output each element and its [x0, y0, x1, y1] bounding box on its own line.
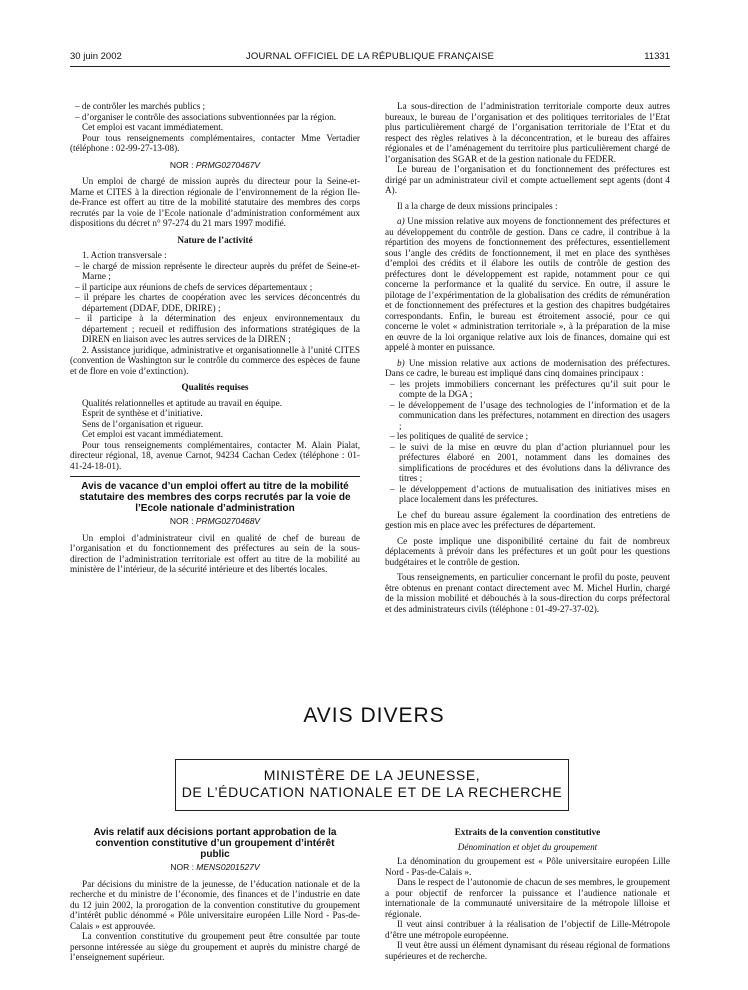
section-heading: Extraits de la convention constitutive: [454, 827, 601, 837]
paragraph: b) Une mission relative aux actions de modernisation des préfectures. Dans ce cadre, le bureau est impliqué dans cinq domaines principaux :: [385, 357, 670, 378]
nor-reference: NOR : PRMG0270468V: [169, 516, 261, 526]
notice-title: Avis de vacance d’un emploi offert au titre de la mobilité statutaire des membres des corps recrutés par la voie de l’Ecole nationale d’administration: [79, 481, 351, 514]
section-heading: Nature de l’activité: [177, 234, 253, 245]
paragraph: La dénomination du groupement est « Pôle universitaire européen Lille Nord - Pas-de-Calais ».: [385, 856, 670, 877]
paragraph: Par décisions du ministre de la jeunesse, de l’éducation nationale et de la recherche et du ministre de l’économie, des finances et de l’industrie en date du 12 juin 2002, la prorogation de la convention constitutive du groupement d’intérêt public dénommé « Pôle universitaire européen Lille Nord - Pas-de-Calais » est approuvée.: [70, 878, 360, 931]
paragraph: 1. Action transversale :: [82, 250, 167, 260]
section-heading: Qualités requises: [181, 382, 249, 392]
page-number: 11331: [644, 51, 670, 62]
paragraph: Pour tous renseignements complémentaires, contacter M. Alain Pialat, directeur régional, 18, avenue Carnot, 94234 Cachan Cedex (téléphone : 01-41-24-18-01).: [70, 439, 360, 471]
list-item: – il participe aux réunions de chefs de services départementaux ;: [75, 281, 313, 292]
list-item: – les projets immobiliers concernant les préfectures qu’il suit pour le compte de la DGA ;: [390, 378, 670, 399]
list-item: – le développement de l’usage des technologies de l’information et de la communication dans les préfectures, notamment en direction des usagers ;: [390, 399, 670, 431]
list-item: – de contrôler les marchés publics ;: [75, 101, 206, 111]
paragraph: Pour tous renseignements complémentaires, contacter Mme Vertadier (téléphone : 02-99-27-13-08).: [70, 132, 360, 153]
list-item: – le chargé de mission représente le directeur auprès du préfet de Seine-et-Marne ;: [75, 260, 360, 281]
header-rule: [70, 66, 670, 67]
paragraph: Sens de l’organisation et rigueur.: [82, 418, 204, 429]
list-item: – il prépare les chartes de coopération avec les services déconcentrés du département (DDAF, DDE, DRIRE) ;: [75, 292, 360, 313]
paragraph: Qualités relationnelles et aptitude au travail en équipe.: [82, 397, 283, 408]
paragraph: Il veut être aussi un élément dynamisant du réseau régional de formations supérieures et de recherche.: [385, 940, 670, 961]
list-item: – le développement d’actions de mutualisation des initiatives mises en place localement dans les préfectures.: [390, 483, 670, 504]
ministry-box: [175, 759, 569, 811]
notice-title: Avis relatif aux décisions portant approbation de la convention constitutive d’un groupement d’intérêt public: [93, 827, 337, 860]
issue-date: 30 juin 2002: [70, 51, 122, 62]
paragraph: La sous-direction de l’administration territoriale comporte deux autres bureaux, le bureau de l’organisation et des politiques territoriales de l’Etat plus particulièrement chargé de l’organisation territoriale de l’Etat et du respect des règles relatives à la déconcentration, et le bureau des affaires régionales et de l’aménagement du territoire plus particulièrement chargé de l’organisation des SGAR et de la gestion nationale du FEDER.: [385, 101, 670, 164]
subheading: Dénomination et objet du groupement: [457, 841, 598, 852]
column-left-bottom: [70, 827, 360, 963]
paragraph: Un emploi d’administrateur civil en qualité de chef de bureau de l’organisation et du fonctionnement des préfectures au sein de la sous-direction de l’administration territoriale est offert au titre de la mobilité au ministère de l’intérieur, de la sécurité intérieure et des libertés locales.: [70, 532, 360, 574]
paragraph: Ce poste implique une disponibilité certaine du fait de nombreux déplacements à prévoir dans les préfectures et un goût pour les questions budgétaires et le contrôle de gestion.: [385, 535, 670, 567]
nor-reference: NOR : MENS0201527V: [170, 862, 260, 872]
paragraph: Cet emploi est vacant immédiatement.: [82, 122, 224, 132]
avis-divers-heading: AVIS DIVERS: [303, 704, 445, 727]
paragraph: La convention constitutive du groupement peut être consultée par toute personne intéressée au siège du groupement et auprès du ministre chargé de l’enseignement supérieur.: [70, 931, 360, 962]
list-item: – il participe à la détermination des enjeux environnementaux du département ; recueil et rediffusion des informations stratégiques de la DIREN en liaison avec les autres services de la DIREN ;: [75, 313, 360, 344]
column-left-top: [70, 101, 360, 575]
nor-reference: NOR : PRMG0270467V: [169, 159, 261, 170]
column-right-bottom: [385, 827, 670, 961]
paragraph: Dans le respect de l’autonomie de chacun de ses membres, le groupement a pour objectif de renforcer la puissance et l’audience nationale et internationale de la communauté universitaire de la métropole lilloise et régionale.: [385, 877, 670, 919]
paragraph: 2. Assistance juridique, administrative et organisationnelle à l’unité CITES (convention de Washington sur le contrôle du commerce des espèces de faune et de flore en voie d’extinction).: [70, 344, 360, 376]
paragraph: Il veut ainsi contribuer à la réalisation de l’objectif de Lille-Métropole d’être une métropole européenne.: [385, 919, 670, 940]
paragraph: a) Une mission relative aux moyens de fonctionnement des préfectures et au développement du contrôle de gestion. Dans ce cadre, il contribue à la répartition des moyens de fonctionnement des préfectures, essentiellement sous l’angle des crédits de fonctionnement, il met en place des synthèses d’emploi des crédits et il élabore les outils de contrôle de gestion des préfectures dont le développement est rapide, notamment pour ce qui concerne la performance et la qualité du service. En outre, il assure le pilotage de l’expérimentation de la globalisation des crédits de rémunération et de fonctionnement des préfectures et la gestion des chapitres budgétaires correspondants. Enfin, le bureau est étroitement associé, pour ce qui concerne le volet « administration territoriale », à la préparation de la mise en œuvre de la loi organique relative aux lois de finances, domaine qui est appelé à monter en puissance.: [385, 216, 670, 352]
column-right-top: [385, 101, 670, 614]
ministry-line-1: MINISTÈRE DE LA JEUNESSE,: [263, 767, 481, 783]
list-item: – le suivi de la mise en œuvre du plan d’action pluriannuel pour les préfectures élaboré en 2001, notamment dans les domaines des simplifications de procédures et des évolutions dans la délivrance des titres ;: [390, 441, 670, 483]
ministry-line-2: DE L’ÉDUCATION NATIONALE ET DE LA RECHERCHE: [181, 784, 563, 800]
paragraph: Tous renseignements, en particulier concernant le profil du poste, peuvent être obtenus en prenant contact directement avec M. Michel Hurlin, chargé de la mission mobilité et débouchés à la sous-direction du corps préfectoral et des administrateurs civils (téléphone : 01-49-27-37-02).: [385, 572, 670, 614]
paragraph: Il a la charge de deux missions principales :: [397, 200, 558, 211]
list-item: – d’organiser le contrôle des associations subventionnées par la région.: [75, 111, 337, 122]
list-item: – les politiques de qualité de service ;: [390, 431, 529, 441]
page-header: [70, 51, 670, 65]
journal-title: JOURNAL OFFICIEL DE LA RÉPUBLIQUE FRANÇAISE: [245, 51, 495, 62]
paragraph: Cet emploi est vacant immédiatement.: [82, 429, 224, 439]
paragraph: Le bureau de l’organisation et du fonctionnement des préfectures est dirigé par un administrateur civil et compte actuellement sept agents (dont 4 A).: [385, 164, 670, 195]
section-rule: [70, 476, 360, 477]
paragraph: Un emploi de chargé de mission auprès du directeur pour la Seine-et-Marne et CITES à la direction régionale de l’environnement de la région Ile-de-France est offert au titre de la mobilité statutaire des membres des corps recrutés par la voie de l’Ecole nationale d’administration conformément aux dispositions du décret n° 97-274 du 21 mars 1997 modifié.: [70, 176, 360, 228]
paragraph: Le chef du bureau assure également la coordination des entretiens de gestion mis en place avec les préfectures de département.: [385, 509, 670, 530]
paragraph: Esprit de synthèse et d’initiative.: [82, 408, 203, 418]
